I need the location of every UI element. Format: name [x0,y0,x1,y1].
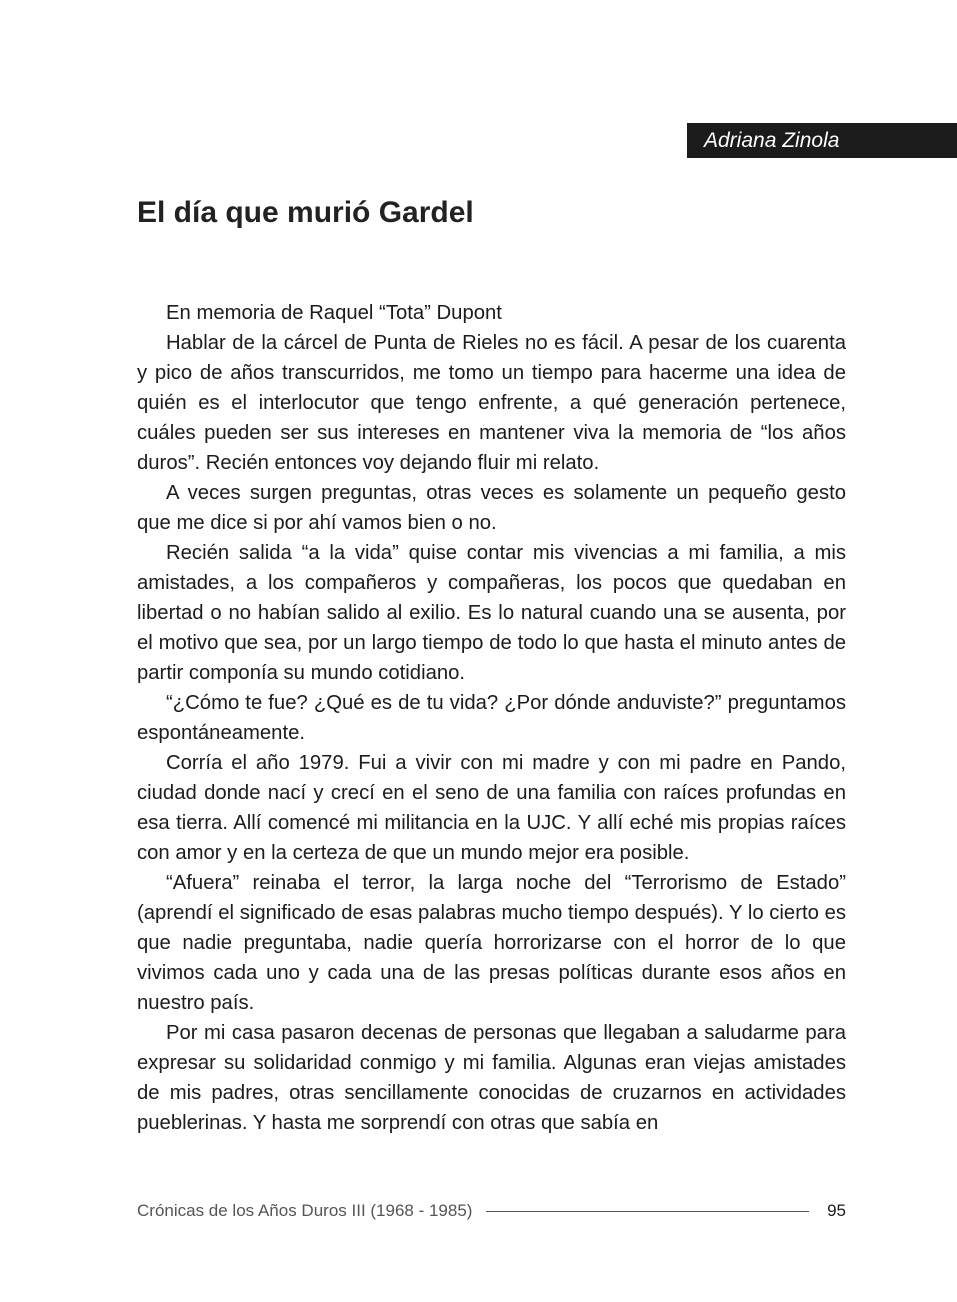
paragraph: Recién salida “a la vida” quise contar mis vivencias a mi familia, a mis amistades, a los compañeros y compañeras, los pocos que quedaban en libertad o no habían salido al exilio. Es lo natural cuando una se ausenta, por el motivo que sea, por un largo tiempo de todo lo que hasta el minuto antes de partir componía su mundo cotidiano. [137,542,846,684]
author-band [687,123,957,158]
page-footer [137,1196,846,1226]
article-body [137,298,846,1138]
paragraph: “¿Cómo te fue? ¿Qué es de tu vida? ¿Por dónde anduviste?” preguntamos espontáneamente. [137,692,846,744]
author-name: Adriana Zinola [704,129,840,152]
chapter-title: El día que murió Gardel [137,196,474,229]
paragraph: A veces surgen preguntas, otras veces es solamente un pequeño gesto que me dice si por ahí vamos bien o no. [137,482,846,534]
dedication: En memoria de Raquel “Tota” Dupont [166,302,502,324]
paragraph: Corría el año 1979. Fui a vivir con mi madre y con mi padre en Pando, ciudad donde nací y crecí en el seno de una familia con raíces profundas en esa tierra. Allí comencé mi militancia en la UJC. Y allí eché mis propias raíces con amor y en la certeza de que un mundo mejor era posible. [137,752,846,864]
page-number: 95 [827,1201,846,1220]
paragraph: Por mi casa pasaron decenas de personas que llegaban a saludarme para expresar su solidaridad conmigo y mi familia. Algunas eran viejas amistades de mis padres, otras sencillamente conocidas de cruzarnos en actividades pueblerinas. Y hasta me sorprendí con otras que sabía en [137,1022,846,1134]
paragraph: Hablar de la cárcel de Punta de Rieles no es fácil. A pesar de los cuarenta y pico de años transcurridos, me tomo un tiempo para hacerme una idea de quién es el interlocutor que tengo enfrente, a qué generación pertenece, cuáles pueden ser sus intereses en mantener viva la memoria de “los años duros”. Recién entonces voy dejando fluir mi relato. [137,332,846,474]
book-title: Crónicas de los Años Duros III (1968 - 1985) [137,1201,473,1220]
paragraph: “Afuera” reinaba el terror, la larga noche del “Terrorismo de Estado” (aprendí el significado de esas palabras mucho tiempo después). Y lo cierto es que nadie preguntaba, nadie quería horrorizarse con el horror de lo que vivimos cada uno y cada una de las presas políticas durante esos años en nuestro país. [137,872,846,1014]
footer-divider [486,1211,809,1212]
